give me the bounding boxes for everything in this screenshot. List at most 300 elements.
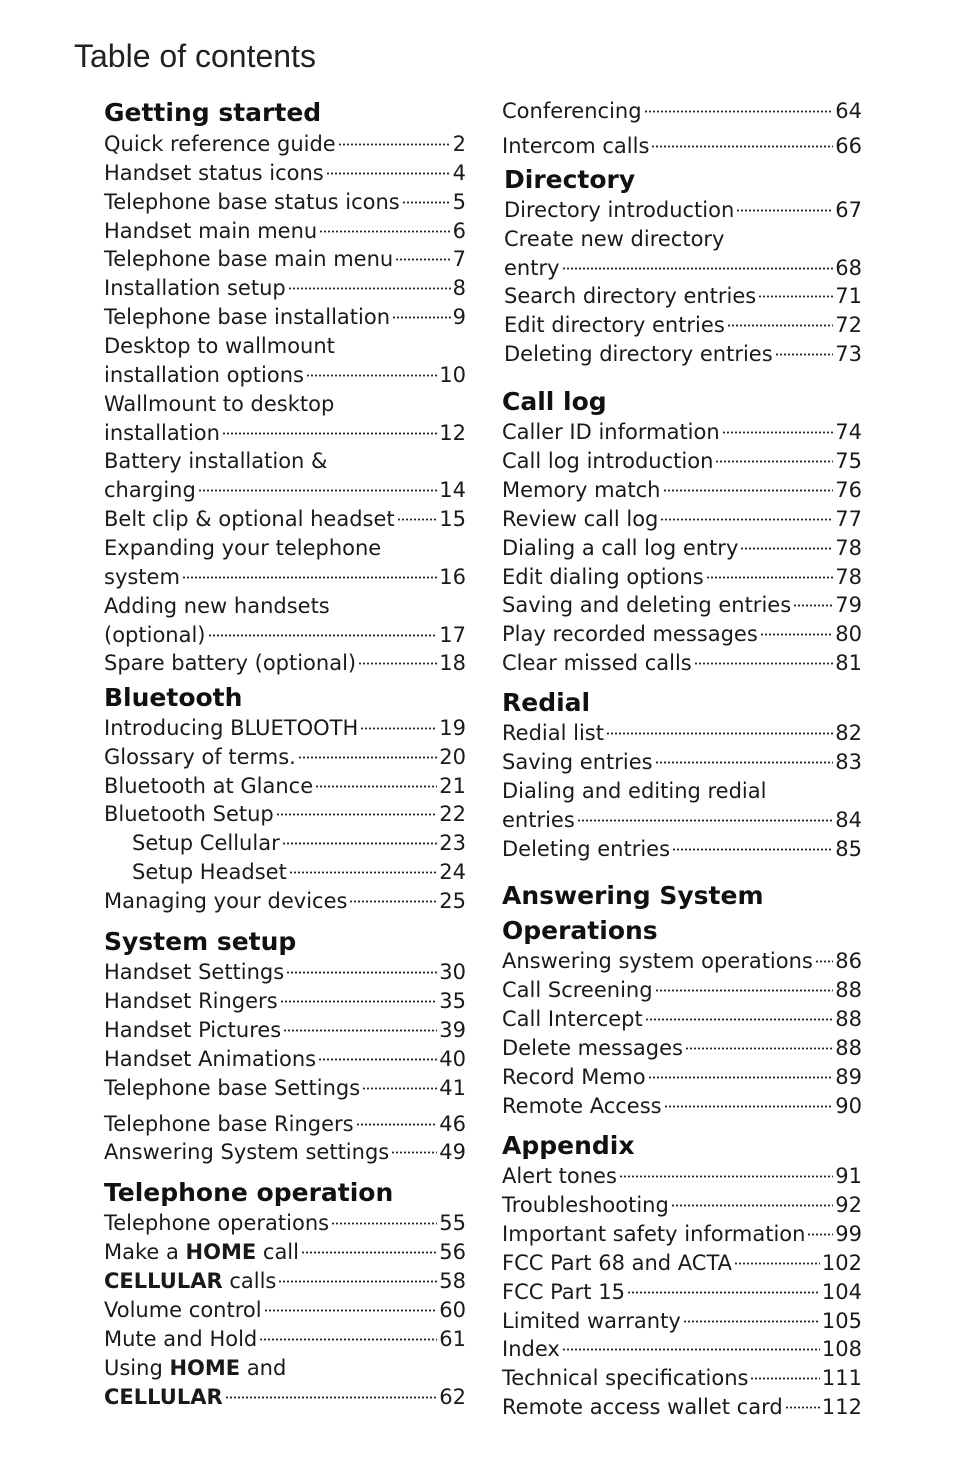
section-title-system-setup bbox=[104, 925, 296, 959]
toc-entry-page-number: 79 bbox=[835, 593, 862, 618]
dot-leader bbox=[577, 819, 833, 822]
toc-entry-label: Remote access wallet card bbox=[502, 1395, 783, 1420]
dot-leader bbox=[660, 518, 833, 521]
toc-entry-label: FCC Part 68 and ACTA bbox=[502, 1250, 733, 1275]
dot-leader bbox=[259, 1338, 437, 1341]
toc-entry-page-number: 78 bbox=[835, 564, 862, 589]
toc-entry-label: Handset status icons bbox=[104, 160, 324, 185]
toc-entry-page-number: 73 bbox=[835, 342, 862, 366]
toc-entry-page-number: 104 bbox=[821, 1279, 862, 1304]
dot-leader bbox=[671, 1204, 833, 1207]
dot-leader bbox=[326, 172, 451, 175]
toc-entry-page-number: 16 bbox=[439, 564, 466, 589]
toc-entry[interactable] bbox=[104, 621, 466, 649]
toc-entry-label: Index bbox=[502, 1337, 560, 1362]
toc-entry-label: Review call log bbox=[502, 506, 659, 531]
toc-entry-label: Handset Animations bbox=[104, 1046, 317, 1071]
toc-entry[interactable] bbox=[502, 563, 862, 591]
dot-leader bbox=[289, 871, 437, 874]
dot-leader bbox=[331, 1222, 437, 1225]
dot-leader bbox=[655, 989, 834, 992]
toc-entry[interactable] bbox=[104, 1016, 466, 1044]
toc-entry[interactable] bbox=[502, 1220, 862, 1248]
toc-entry-label: FCC Part 15 bbox=[502, 1279, 625, 1304]
dot-leader bbox=[402, 201, 451, 204]
dot-leader bbox=[298, 756, 437, 759]
toc-entry[interactable] bbox=[104, 649, 466, 677]
toc-entry[interactable] bbox=[104, 390, 466, 418]
toc-entry-label: Expanding your telephone bbox=[104, 535, 382, 560]
toc-entry-page-number: 90 bbox=[835, 1093, 862, 1118]
dot-leader bbox=[562, 267, 834, 270]
toc-entry-page-number: 83 bbox=[835, 749, 862, 774]
toc-entry[interactable] bbox=[104, 476, 466, 504]
dot-leader bbox=[740, 547, 833, 550]
toc-entry[interactable] bbox=[502, 534, 862, 562]
toc-entry-label: Record Memo bbox=[502, 1064, 646, 1089]
toc-entry[interactable] bbox=[502, 1278, 862, 1306]
dot-leader bbox=[785, 1406, 820, 1409]
toc-entry[interactable] bbox=[104, 987, 466, 1015]
toc-entry-page-number: 88 bbox=[835, 977, 862, 1002]
toc-entry-page-number: 78 bbox=[835, 535, 862, 560]
toc-entry[interactable] bbox=[502, 806, 862, 834]
toc-entry[interactable] bbox=[104, 505, 466, 533]
toc-entry[interactable] bbox=[504, 340, 862, 368]
toc-entry-page-number: 41 bbox=[439, 1075, 466, 1100]
dot-leader bbox=[734, 1262, 820, 1265]
toc-entry[interactable] bbox=[104, 1045, 466, 1073]
dot-leader bbox=[562, 1348, 820, 1351]
toc-entry-label: Introducing BLUETOOTH bbox=[104, 716, 359, 740]
dot-leader bbox=[198, 489, 437, 492]
toc-entry-label: Play recorded messages bbox=[502, 622, 758, 647]
toc-entry-label-emphasis: CELLULAR bbox=[104, 1269, 223, 1293]
toc-entry-label: Edit directory entries bbox=[504, 313, 725, 338]
toc-entry-label: system bbox=[104, 564, 180, 589]
toc-entry-label-emphasis: CELLULAR bbox=[104, 1385, 223, 1409]
toc-entry[interactable] bbox=[104, 245, 466, 273]
dot-leader bbox=[651, 145, 833, 148]
toc-entry[interactable] bbox=[502, 476, 862, 504]
toc-entry[interactable] bbox=[104, 1209, 466, 1237]
toc-entry[interactable] bbox=[104, 714, 466, 742]
toc-entry[interactable] bbox=[104, 361, 466, 389]
toc-entry-page-number: 10 bbox=[439, 362, 466, 387]
toc-entry-label: Directory introduction bbox=[504, 198, 735, 222]
toc-entry-label: Telephone base main menu bbox=[104, 247, 394, 272]
toc-entry-page-number: 81 bbox=[835, 651, 862, 676]
section-title-answering-system bbox=[502, 878, 764, 948]
toc-entry[interactable] bbox=[502, 835, 862, 863]
toc-entry-page-number: 85 bbox=[835, 836, 862, 861]
dot-leader bbox=[264, 1309, 438, 1312]
toc-entry-label: Spare battery (optional) bbox=[104, 651, 357, 676]
toc-entry[interactable] bbox=[502, 1364, 862, 1392]
dot-leader bbox=[815, 960, 833, 963]
toc-entry-page-number: 112 bbox=[821, 1395, 862, 1420]
toc-entry[interactable] bbox=[104, 274, 466, 302]
toc-entry-label: Handset Settings bbox=[104, 960, 285, 984]
toc-entry-label-part: and bbox=[240, 1356, 287, 1380]
toc-entry-page-number: 111 bbox=[821, 1366, 862, 1391]
toc-entry[interactable] bbox=[502, 1063, 862, 1091]
toc-entry[interactable] bbox=[504, 254, 862, 282]
dot-leader bbox=[722, 431, 834, 434]
toc-entry-label: Quick reference guide bbox=[104, 132, 336, 156]
toc-entry[interactable] bbox=[104, 743, 466, 771]
toc-entry[interactable] bbox=[502, 649, 862, 677]
toc-entry-label: Troubleshooting bbox=[502, 1192, 669, 1217]
dot-leader bbox=[225, 1396, 438, 1399]
section-title-text: Call log bbox=[502, 387, 607, 416]
toc-entry-page-number: 64 bbox=[835, 99, 862, 123]
toc-entry-label: Call log introduction bbox=[502, 448, 714, 473]
section-title-telephone-operation bbox=[104, 1176, 393, 1210]
toc-entry-page-number: 25 bbox=[439, 888, 466, 913]
toc-entry[interactable] bbox=[104, 303, 466, 331]
toc-entry-label-part: Using bbox=[104, 1356, 170, 1380]
toc-entry-label-emphasis: HOME bbox=[185, 1240, 257, 1264]
toc-entry[interactable] bbox=[502, 1005, 862, 1033]
toc-entry-label: Managing your devices bbox=[104, 888, 348, 913]
toc-entry-page-number: 55 bbox=[439, 1211, 466, 1235]
toc-entry[interactable] bbox=[104, 217, 466, 245]
dot-leader bbox=[391, 1151, 437, 1154]
toc-entry-label: (optional) bbox=[104, 622, 206, 647]
toc-entry[interactable] bbox=[104, 447, 466, 475]
toc-entry[interactable] bbox=[502, 976, 862, 1004]
toc-entry-page-number: 23 bbox=[439, 831, 466, 856]
toc-entry[interactable] bbox=[504, 196, 862, 224]
dot-leader bbox=[278, 1280, 437, 1283]
dot-leader bbox=[395, 258, 450, 261]
toc-entry-page-number: 92 bbox=[835, 1192, 862, 1217]
toc-entry[interactable] bbox=[502, 1393, 862, 1421]
dot-leader bbox=[315, 785, 437, 788]
toc-entry-label: Conferencing bbox=[502, 99, 642, 123]
toc-entry[interactable] bbox=[104, 772, 466, 800]
dot-leader bbox=[318, 1058, 437, 1061]
toc-entry[interactable] bbox=[104, 800, 466, 828]
toc-entry[interactable] bbox=[104, 1296, 466, 1324]
toc-entry-page-number: 105 bbox=[821, 1308, 862, 1333]
toc-entry[interactable] bbox=[104, 592, 466, 620]
toc-entry-label: Delete messages bbox=[502, 1035, 683, 1060]
toc-entry-page-number: 49 bbox=[439, 1140, 466, 1165]
toc-entry-label: Glossary of terms. bbox=[104, 744, 296, 769]
toc-entry-label: Alert tones bbox=[502, 1164, 617, 1188]
toc-entry[interactable] bbox=[104, 887, 466, 915]
toc-entry-label: Telephone base Ringers bbox=[104, 1111, 354, 1136]
toc-entry[interactable] bbox=[502, 1162, 862, 1190]
dot-leader bbox=[758, 295, 833, 298]
toc-entry[interactable] bbox=[104, 1138, 466, 1166]
toc-entry-page-number: 66 bbox=[835, 133, 862, 158]
toc-entry-page-number: 76 bbox=[835, 477, 862, 502]
section-title-call-log bbox=[502, 385, 607, 419]
toc-entry-page-number: 88 bbox=[835, 1006, 862, 1031]
toc-entry-label: Intercom calls bbox=[502, 133, 650, 158]
toc-entry-label: Belt clip & optional headset bbox=[104, 507, 395, 532]
toc-entry-page-number: 71 bbox=[835, 284, 862, 309]
toc-entry[interactable] bbox=[132, 829, 466, 857]
toc-entry-label: Battery installation & bbox=[104, 449, 328, 474]
toc-entry[interactable] bbox=[502, 591, 862, 619]
toc-entry[interactable] bbox=[502, 1307, 862, 1335]
toc-entry-page-number: 68 bbox=[835, 255, 862, 280]
toc-entry-label: Wallmount to desktop bbox=[104, 391, 335, 416]
toc-entry[interactable] bbox=[502, 418, 862, 446]
dot-leader bbox=[306, 374, 437, 377]
toc-entry-label: Deleting directory entries bbox=[504, 342, 773, 366]
dot-leader bbox=[619, 1175, 833, 1178]
toc-entry-label: Telephone base Settings bbox=[104, 1075, 361, 1100]
dot-leader bbox=[208, 634, 438, 637]
toc-entry-page-number: 14 bbox=[439, 478, 466, 503]
toc-entry-label: Saving entries bbox=[502, 749, 653, 774]
toc-entry[interactable] bbox=[502, 719, 862, 747]
toc-entry[interactable] bbox=[502, 620, 862, 648]
toc-entry-page-number: 82 bbox=[835, 721, 862, 745]
toc-entry[interactable] bbox=[104, 563, 466, 591]
toc-entry[interactable] bbox=[104, 130, 466, 158]
toc-entry[interactable] bbox=[502, 1034, 862, 1062]
dot-leader bbox=[645, 1018, 834, 1021]
dot-leader bbox=[283, 1029, 437, 1032]
toc-entry-page-number: 4 bbox=[452, 160, 466, 185]
toc-entry[interactable] bbox=[104, 188, 466, 216]
toc-entry-page-number: 91 bbox=[835, 1164, 862, 1188]
toc-entry[interactable] bbox=[104, 159, 466, 187]
toc-entry[interactable] bbox=[104, 419, 466, 447]
toc-entry-label: Technical specifications bbox=[502, 1366, 749, 1391]
toc-entry-label-part: Make a bbox=[104, 1240, 186, 1264]
toc-entry-label: Answering System settings bbox=[104, 1140, 390, 1165]
dot-leader bbox=[807, 1233, 833, 1236]
toc-entry-label bbox=[104, 1267, 276, 1295]
toc-entry-page-number: 9 bbox=[452, 305, 466, 330]
toc-entry-label: Telephone base installation bbox=[104, 305, 391, 330]
toc-entry[interactable] bbox=[502, 1191, 862, 1219]
section-title-text: Getting started bbox=[104, 98, 322, 127]
toc-entry[interactable] bbox=[504, 282, 862, 310]
toc-entry-page-number: 2 bbox=[452, 132, 466, 156]
section-title-text: Redial bbox=[502, 688, 591, 717]
toc-entry-label: Call Intercept bbox=[502, 1006, 643, 1031]
toc-entry[interactable] bbox=[502, 1335, 862, 1363]
dot-leader bbox=[775, 353, 834, 356]
toc-entry-label: Clear missed calls bbox=[502, 651, 692, 676]
toc-entry-label: Volume control bbox=[104, 1298, 262, 1322]
toc-entry-page-number: 72 bbox=[835, 313, 862, 338]
toc-entry-page-number: 61 bbox=[439, 1327, 466, 1351]
dot-leader bbox=[736, 209, 833, 212]
toc-entry[interactable] bbox=[104, 1238, 466, 1266]
toc-entry-page-number: 8 bbox=[452, 276, 466, 301]
toc-entry-label: Installation setup bbox=[104, 276, 286, 301]
toc-entry[interactable] bbox=[104, 1110, 466, 1138]
toc-entry[interactable] bbox=[502, 447, 862, 475]
dot-leader bbox=[644, 110, 834, 113]
toc-entry[interactable] bbox=[504, 225, 862, 253]
toc-entry-page-number: 35 bbox=[439, 988, 466, 1013]
toc-entry-label: Deleting entries bbox=[502, 836, 671, 861]
dot-leader bbox=[683, 1320, 820, 1323]
toc-entry[interactable] bbox=[502, 1249, 862, 1277]
toc-entry-page-number: 86 bbox=[835, 949, 862, 973]
toc-entry-page-number: 89 bbox=[835, 1064, 862, 1089]
dot-leader bbox=[760, 633, 833, 636]
dot-leader bbox=[750, 1377, 819, 1380]
section-title-directory bbox=[504, 163, 635, 197]
dot-leader bbox=[338, 143, 451, 146]
dot-leader bbox=[358, 662, 437, 665]
toc-entry-page-number: 62 bbox=[439, 1385, 466, 1409]
toc-entry[interactable] bbox=[502, 1092, 862, 1120]
toc-entry-label: Desktop to wallmount bbox=[104, 334, 335, 358]
toc-entry-label: Call Screening bbox=[502, 977, 653, 1002]
toc-entry-label: Handset main menu bbox=[104, 218, 318, 243]
dot-leader bbox=[319, 230, 450, 233]
dot-leader bbox=[727, 324, 834, 327]
section-title-text-line2: Operations bbox=[502, 916, 658, 945]
toc-entry-label: Limited warranty bbox=[502, 1308, 681, 1333]
toc-entry[interactable] bbox=[502, 748, 862, 776]
toc-entry-label: Bluetooth Setup bbox=[104, 802, 274, 827]
dot-leader bbox=[663, 489, 834, 492]
dot-leader bbox=[288, 287, 451, 290]
toc-entry-label: Adding new handsets bbox=[104, 593, 330, 618]
toc-entry-page-number: 108 bbox=[821, 1337, 862, 1362]
toc-entry-page-number: 75 bbox=[835, 448, 862, 473]
dot-leader bbox=[286, 971, 437, 974]
toc-entry-page-number: 21 bbox=[439, 773, 466, 798]
dot-leader bbox=[672, 848, 833, 851]
page-title: Table of contents bbox=[74, 38, 316, 74]
dot-leader bbox=[793, 604, 833, 607]
toc-entry-page-number: 22 bbox=[439, 802, 466, 827]
dot-leader bbox=[182, 576, 437, 579]
toc-entry-page-number: 60 bbox=[439, 1298, 466, 1322]
toc-entry-page-number: 19 bbox=[439, 716, 466, 740]
toc-entry-page-number: 46 bbox=[439, 1111, 466, 1136]
dot-leader bbox=[362, 1087, 437, 1090]
dot-leader bbox=[301, 1251, 437, 1254]
section-title-text: Directory bbox=[504, 165, 636, 194]
toc-entry-label: Dialing and editing redial bbox=[502, 778, 767, 803]
dot-leader bbox=[356, 1123, 438, 1126]
toc-entry-label: Answering system operations bbox=[502, 949, 813, 973]
toc-entry-page-number: 77 bbox=[835, 506, 862, 531]
section-title-text: Bluetooth bbox=[104, 683, 243, 712]
dot-leader bbox=[276, 813, 438, 816]
toc-entry[interactable] bbox=[104, 534, 466, 562]
dot-leader bbox=[606, 732, 833, 735]
toc-entry-page-number: 88 bbox=[835, 1035, 862, 1060]
toc-entry-page-number: 20 bbox=[439, 744, 466, 769]
toc-entry-label: Search directory entries bbox=[504, 284, 757, 309]
toc-entry-page-number: 24 bbox=[439, 860, 466, 884]
toc-entry[interactable] bbox=[502, 97, 862, 125]
toc-entry-page-number: 99 bbox=[835, 1221, 862, 1246]
toc-entry[interactable] bbox=[502, 947, 862, 975]
toc-entry-label-part: call bbox=[256, 1240, 299, 1264]
toc-entry-page-number: 58 bbox=[439, 1269, 466, 1293]
dot-leader bbox=[648, 1076, 834, 1079]
toc-entry-label: Bluetooth at Glance bbox=[104, 773, 314, 798]
dot-leader bbox=[706, 576, 834, 579]
dot-leader bbox=[280, 1000, 438, 1003]
toc-entry-label: Handset Pictures bbox=[104, 1017, 282, 1042]
toc-entry-page-number: 40 bbox=[439, 1046, 466, 1071]
toc-entry[interactable] bbox=[502, 505, 862, 533]
toc-entry-label: Caller ID information bbox=[502, 420, 720, 444]
toc-entry-label bbox=[104, 1354, 286, 1382]
toc-entry-label: charging bbox=[104, 478, 196, 503]
toc-entry-label: entries bbox=[502, 807, 575, 832]
toc-entry-label: Saving and deleting entries bbox=[502, 593, 792, 618]
toc-entry[interactable] bbox=[104, 958, 466, 986]
dot-leader bbox=[222, 432, 437, 435]
toc-entry-label: Edit dialing options bbox=[502, 564, 704, 589]
toc-entry-page-number: 17 bbox=[439, 622, 466, 647]
dot-leader bbox=[360, 727, 437, 730]
toc-entry-label: Create new directory bbox=[504, 226, 725, 251]
toc-entry-page-number: 84 bbox=[835, 807, 862, 832]
toc-entry-label: Redial list bbox=[502, 721, 604, 745]
toc-entry-page-number: 5 bbox=[452, 189, 466, 214]
toc-entry-page-number: 12 bbox=[439, 420, 466, 445]
toc-entry[interactable] bbox=[104, 1354, 466, 1382]
toc-entry[interactable] bbox=[502, 132, 862, 160]
toc-entry-label: Telephone base status icons bbox=[104, 189, 400, 214]
section-title-text: Answering System bbox=[502, 881, 764, 910]
toc-entry[interactable] bbox=[104, 332, 466, 360]
toc-entry-page-number: 56 bbox=[439, 1240, 466, 1264]
toc-entry-page-number: 102 bbox=[821, 1250, 862, 1275]
toc-entry[interactable] bbox=[104, 1325, 466, 1353]
dot-leader bbox=[664, 1105, 834, 1108]
toc-entry-label: Dialing a call log entry bbox=[502, 535, 739, 560]
toc-entry-page-number: 39 bbox=[439, 1017, 466, 1042]
toc-entry-label: Handset Ringers bbox=[104, 988, 278, 1013]
toc-entry-label: Memory match bbox=[502, 477, 661, 502]
section-title-text: System setup bbox=[104, 927, 297, 956]
toc-entry-label: Important safety information bbox=[502, 1221, 806, 1246]
toc-entry-page-number: 30 bbox=[439, 960, 466, 984]
toc-entry-label: Telephone operations bbox=[104, 1211, 330, 1235]
toc-entry-label: Remote Access bbox=[502, 1093, 662, 1118]
toc-entry-label: Setup Headset bbox=[132, 860, 287, 884]
section-title-text: Appendix bbox=[502, 1131, 635, 1160]
toc-entry[interactable] bbox=[504, 311, 862, 339]
toc-entry-label: entry bbox=[504, 255, 560, 280]
toc-entry-page-number: 18 bbox=[439, 651, 466, 676]
section-title-text: Telephone operation bbox=[104, 1178, 394, 1207]
toc-entry[interactable] bbox=[132, 858, 466, 886]
dot-leader bbox=[655, 761, 834, 764]
toc-entry[interactable] bbox=[104, 1383, 466, 1411]
toc-entry[interactable] bbox=[104, 1074, 466, 1102]
toc-entry-label-emphasis: HOME bbox=[169, 1356, 241, 1380]
toc-entry-page-number: 15 bbox=[439, 507, 466, 532]
toc-entry-page-number: 7 bbox=[452, 247, 466, 272]
toc-entry[interactable] bbox=[502, 777, 862, 805]
toc-entry[interactable] bbox=[104, 1267, 466, 1295]
dot-leader bbox=[694, 662, 834, 665]
toc-entry-label: installation bbox=[104, 420, 220, 445]
